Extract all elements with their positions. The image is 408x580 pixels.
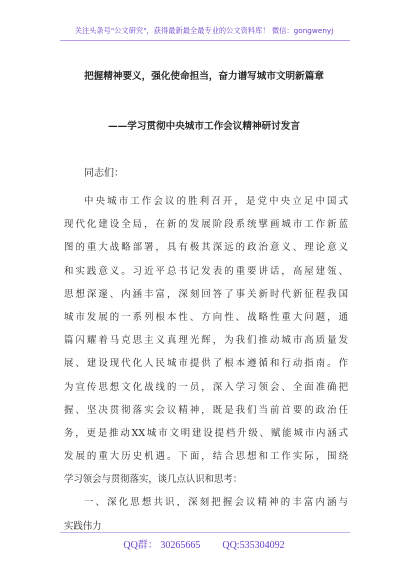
body-line: 城市发展的一系列根本性、方向性、战略性重大问题，通 <box>64 311 348 323</box>
body-line: 图的重大战略部署，具有极其深远的政治意义、理论意义 <box>64 242 348 254</box>
body-line: 务，更是推动XX城市文明建设提档升级、赋能城市内涵式 <box>64 427 348 439</box>
body-line: 篇闪耀着马克思主义真理光辉，为我们推动城市高质量发 <box>64 335 348 347</box>
footer-qq-group: QQ群： 30265665 <box>123 540 201 551</box>
header-banner: 关注头条号"公文研究"，获得最新最全最专业的公文资料库！ 微信：gongwenyj <box>74 26 334 35</box>
salutation: 同志们： <box>84 168 124 179</box>
footer-contact <box>0 536 408 551</box>
body-line: 展、建设现代化人民城市提供了根本遵循和行动指南。作 <box>64 358 348 370</box>
body-line: 发展的重大历史机遇。下面，结合思想和工作实际，围绕 <box>64 451 348 463</box>
body-line: 现代化建设全局，在新的发展阶段系统擘画城市工作新蓝 <box>64 219 348 231</box>
body-line: 思想深邃、内涵丰富，深刻回答了事关新时代新征程我国 <box>64 288 348 300</box>
body-line: 握、坚决贯彻落实会议精神，既是我们当前首要的政治任 <box>64 404 348 416</box>
footer-qq-number: QQ:535304092 <box>222 540 285 551</box>
body-line: 为宣传思想文化战线的一员，深入学习领会、全面准确把 <box>64 381 348 393</box>
document-subtitle: ——学习贯彻中央城市工作会议精神研讨发言 <box>108 121 300 132</box>
section-heading-line: 实践伟力 <box>64 520 102 532</box>
body-line: 中央城市工作会议的胜利召开，是党中央立足中国式 <box>84 196 348 207</box>
document-title: 把握精神要义，强化使命担当，奋力谱写城市文明新篇章 <box>84 71 324 82</box>
body-text <box>64 190 348 538</box>
body-line: 和实践意义。习近平总书记发表的重要讲话，高屋建瓴、 <box>64 265 348 277</box>
header-divider <box>60 40 350 41</box>
section-heading-line: 一、深化思想共识，深刻把握会议精神的丰富内涵与 <box>84 497 348 509</box>
footer-divider <box>60 532 350 533</box>
body-line: 学习领会与贯彻落实，谈几点认识和思考： <box>64 474 243 486</box>
